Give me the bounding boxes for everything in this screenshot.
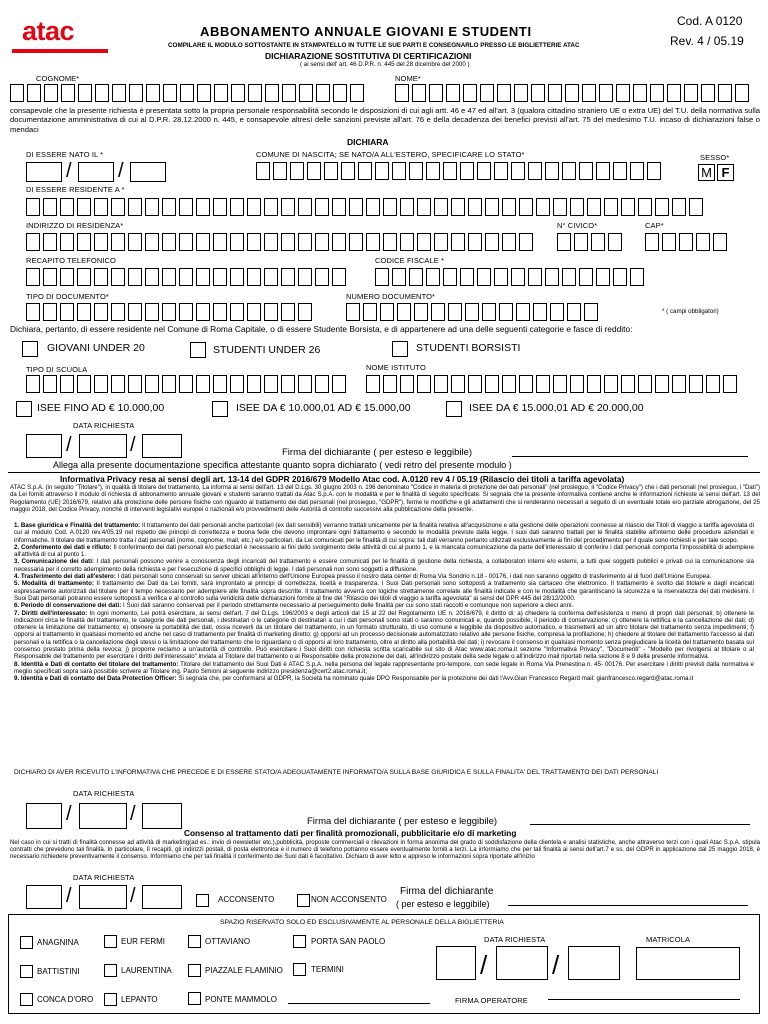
- office-eurfermi-checkbox[interactable]: [104, 935, 117, 948]
- privacy-item-9: 9. Identità e Dati di contatto del Data Protection Officer: Si segnala che, per conformarsi al GDPR, la Società ha nominato quale DPO Responsabile per la protezione dei dati l'Avv.Gian Francesco Regard mail: gianfrancesco.regard@atac.roma.it: [14, 675, 694, 683]
- address-label: INDIRIZZO DI RESIDENZA*: [26, 221, 124, 230]
- marketing-text: Nel caso in cui si tratti di finalità connesse ad attività di marketing(ad es.: invio di newsletter etc.),pubblicità, proposte commerciali e rilevazioni in forma anonima del grado di soddisfazione della clientela e analisi statistiche, anche attraverso terzi con i quali Atac S.p.A. stipula contratti che prevedono tali finalità. In particolare, Il recapiti, gli indirizzi postali, di posta elettronica e il numero di telefono potranno essere eventualmente forniti a terzi. La informiamo che per tali finalità ai sensi dell'art.7 e ss. del GDPR in applicazione dal 25 maggio 2018, è necessario richiedere preventivamente il consenso. Informiamo che per tali finalità il conferimento dei Suoi dati è facoltativo. Dichiaro di aver letto e appreso le informazioni sopra riportate all'inizio: [10, 839, 760, 861]
- residence-field[interactable]: [26, 198, 703, 216]
- cap-field[interactable]: [645, 233, 727, 251]
- office-laurentina-checkbox[interactable]: [104, 964, 117, 977]
- civic-label: N° CIVICO*: [557, 221, 598, 230]
- tax-code-label: CODICE FISCALE *: [375, 256, 445, 265]
- privacy-item-7: 7. Diritti dell'interessato: In ogni momento, Lei potrà esercitare, ai sensi dell'art. 7 del D.Lgs. 196/2003 e degli articoli dal 15 al 22 del Regolamento UE n. 2016/679, il diritto di: a) chiedere la conferma dell'esistenza o meno di propri dati personali; b) ottenere le indicazioni circa le finalità del trattamento, le categorie dei dati personali, i destinatari o le categorie di destinatari a cui i dati personali sono stati o saranno comunicati e, quando possibile, il periodo di conservazione; c) ottenere la rettifica e la cancellazione dei dati; d) ottenere la limitazione del trattamento; e) ottenere la portabilità dei dati, ossia riceverli da un titolare del trattamento, in un formato strutturato, di uso comune e leggibile da dispositivo automatico, e trasmetterli ad un altro titolare del trattamento senza impedimenti; f) opporsi al trattamento in qualsiasi momento ed anche nel caso di trattamento per finalità di marketing diretto; g) opporsi ad un processo decisionale automatizzato relativo alle persone fisiche, compresa la profilazione; h) chiedere al titolare del trattamento l'accesso ai dati personali e la rettifica o la cancellazione degli stessi o la limitazione del trattamento che lo riguardano o di opporsi al loro trattamento, oltre al diritto alla portabilità dei dati; i) revocare il consenso in qualsiasi momento senza pregiudicare la liceità del trattamento basata sul consenso prestato prima della revoca; j) proporre reclamo a un'autorità di controllo. Può esercitare i Suoi diritti con richiesta scritta scaricabile sul sito di Atac www.atac.roma.it sezione "Informativa Privacy", "Documenti" - "Modello per rivolgersi al titolare o al Responsabile del trattamento per esercitare i diritti dell'interessato" inviata al Titolare del trattamento o al Responsabile della protezione dei dati, all'indirizzo postale della sede legale o all'indirizzo mail riportati nella sezione 8 e 9 della presente informativa.: [14, 609, 754, 661]
- consent-accept-label: ACCONSENTO: [218, 895, 275, 904]
- matricola-field[interactable]: [636, 947, 740, 980]
- privacy-title: Informativa Privacy resa ai sensi degli art. 13-14 del GDPR 2016/679 Modello Atac cod. A.0120 rev 4 / 05.19 (Rilascio dei titoli a tariffa agevolata): [60, 474, 625, 484]
- sex-f-box[interactable]: [717, 164, 734, 181]
- form-instructions: COMPILARE IL MODULO SOTTOSTANTE IN STAMPATELLO IN TUTTE LE SUE PARTI E CONSEGNARLO PRESSO LE BIGLIETTERIE ATAC: [168, 42, 580, 49]
- institute-field[interactable]: [366, 375, 737, 393]
- office-eurfermi-label: EUR FERMI: [121, 937, 165, 946]
- privacy-item-3: 3. Comunicazione dei dati: I dati personali possono venire a conoscenza degli incaricati del trattamento e essere comunicati per le finalità di gestione della richiesta, a collaboratori interni e/o esterni, a tutti quei soggetti pubblici e privati cui la comunicazione sia necessaria per il corretto adempimento della richiesta e per l'esecuzione di specifici obblighi di legge. I dati personali non sono soggetti a diffusione.: [14, 558, 754, 573]
- address-field[interactable]: [26, 233, 533, 251]
- doc-type-label: TIPO DI DOCUMENTO*: [26, 292, 109, 301]
- institute-label: NOME ISTITUTO: [366, 363, 426, 372]
- isee1-label: ISEE FINO AD € 10.000,00: [37, 402, 165, 414]
- privacy-acknowledgement: DICHIARO DI AVER RICEVUTO L'INFORMATIVA CHE PRECEDE E DI ESSERE STATO/A ADEGUATAMENTE INFORMATO/A SULLA BASE GIURIDICA E SULLA FINALITA' DEL TRATTAMENTO DEI DATI PERSONALI: [14, 769, 659, 776]
- born-label: DI ESSERE NATO IL *: [26, 150, 104, 159]
- matricola-label: MATRICOLA: [646, 935, 691, 944]
- surname-label: COGNOME*: [36, 74, 80, 83]
- phone-label: RECAPITO TELEFONICO: [26, 256, 116, 265]
- privacy-item-6: 6. Periodo di conservazione dei dati: I Suoi dati saranno conservati per il periodo strettamente necessario al perseguimento delle finalità per cui sono stati raccolti e comunque non superiore a dieci anni.: [14, 602, 574, 610]
- isee2-checkbox[interactable]: [212, 401, 228, 417]
- office-date-field[interactable]: / /: [436, 946, 626, 980]
- signature-sub-3: ( per esteso e leggibile): [396, 899, 490, 909]
- phone-field[interactable]: [26, 268, 346, 286]
- sex-label: SESSO*: [700, 153, 730, 162]
- under26-label: STUDENTI UNDER 26: [213, 344, 321, 356]
- surname-field[interactable]: [10, 84, 364, 102]
- birth-date-field[interactable]: / /: [26, 162, 176, 182]
- privacy-items: [14, 522, 754, 683]
- isee1-checkbox[interactable]: [16, 401, 32, 417]
- form-title: ABBONAMENTO ANNUALE GIOVANI E STUDENTI: [200, 24, 532, 39]
- declaration-heading: DICHIARAZIONE SOSTITUTIVA DI CERTIFICAZIONI: [265, 51, 472, 61]
- signature-line-1[interactable]: [512, 456, 748, 457]
- cap-label: CAP*: [645, 221, 664, 230]
- dichiara-heading: DICHIARA: [347, 137, 389, 147]
- office-flaminio-label: PIAZZALE FLAMINIO: [205, 966, 283, 975]
- office-anagnina-checkbox[interactable]: [20, 936, 33, 949]
- office-pontemammolo-checkbox[interactable]: [188, 992, 201, 1005]
- office-laurentina-label: LAURENTINA: [121, 966, 172, 975]
- residence-declaration: Dichiara, pertanto, di essere residente nel Comune di Roma Capitale, o di essere Studente Borsista, e di appartenere ad una delle seguenti categorie e fasce di reddito:: [10, 324, 633, 334]
- office-lepanto-label: LEPANTO: [121, 995, 158, 1004]
- isee3-label: ISEE DA € 15.000,01 AD € 20.000,00: [469, 402, 644, 414]
- operator-signature-line[interactable]: [548, 999, 740, 1000]
- responsibility-statement: consapevole che la presente richiesta è presentata sotto la propria personale responsabilità secondo le disposizioni di cui agli artt. 46 e 47 ed all'art. 3 (qualora cittadino straniero UE o extra UE) del T.U. della normativa sulla documentazione amministrativa di cui al D.P.R. 28.12.2000 n. 445, e consapevole altresì delle sanzioni previste all'art. 76 e della decadenza dei benefici previsti all'art. 75 del medesimo T.U. incaso di dichiarazioni false o mendaci: [10, 106, 760, 134]
- law-reference: ( ai sensi dell' art. 46 D.P.R. n. 445 del 28 dicembre del 2000 ): [300, 61, 470, 68]
- privacy-item-8: 8. Identità e Dati di contatto del titolare del trattamento: Titolare del trattamento dei Suoi Dati è ATAC S.p.A. nella persona del legale rappresentante pro-tempore, con sede legale in Roma Via Prenestina n. 45- 00176. Per esercitare i diritti previsti dalla normativa e meglio specificati sopra sarà possibile scrivere al Titolare ing. Paolo Simioni al seguente indirizzo presidenza@cert2.atac.roma.it;: [14, 660, 754, 675]
- office-lepanto-checkbox[interactable]: [104, 993, 117, 1006]
- birthplace-field[interactable]: [256, 162, 661, 180]
- office-anagnina-label: ANAGNINA: [37, 938, 79, 947]
- isee2-label: ISEE DA € 10.000,01 AD € 15.000,00: [236, 402, 411, 414]
- office-concadoro-label: CONCA D'ORO: [37, 995, 94, 1004]
- signature-label-1: Firma del dichiarante ( per esteso e leggibile): [282, 447, 473, 458]
- office-termini-label: TERMINI: [311, 965, 344, 974]
- operator-label: FIRMA OPERATORE: [455, 996, 528, 1005]
- date-label-1: DATA RICHIESTA: [73, 421, 135, 430]
- privacy-top-rule: [8, 472, 760, 473]
- office-battistini-label: BATTISTINI: [37, 967, 80, 976]
- privacy-intro: ATAC S.p.A. (in seguito "Titolare"), in qualità di titolare del trattamento, La informa ai sensi dell'art. 13 del D.Lgs. 30 giugno 2003 n. 196 denominato "Codice in materia di protezione dei dati personali" (nel prosieguo, il "Codice Privacy") che i dati personali (nel prosieguo, i "Dati") da Lei forniti attraverso il modulo di richiesta di abbonamento annuale giovani e studenti saranno trattati da Atac S.p.A. con le modalità e per le finalità di seguito specificate. Si segnala che la presente informativa contiene anche le informazioni richieste ai sensi dell'art. 13 del Regolamento (UE) 2016/679, relativo alla protezione delle persone fisiche con riguardo al trattamento dei dati personali (nel prosieguo, "GDPR"), ferme le modifiche e gli adattamenti che si renderanno necessari a seguito di un eventuale totale e/o parziale abrogazione, del 25 maggio 2018, del Codice Privacy, nonché di interventi legislativi europei o nazionali e/o provvedimenti delle Autorità di controllo successivi alla pubblicazione della presente.: [10, 484, 760, 514]
- privacy-item-2: 2. Conferimento dei dati e rifiuto: Il conferimento dei dati personali e/o particolari è necessario ai fini dello svolgimento delle attività di cui al punto 1, e la mancata comunicazione da parte dell'interessato di conferire i dati personali comporta l'impossibilità di adempiere all'attività di cui al punto 1.: [14, 543, 754, 559]
- office-portasanpaolo-checkbox[interactable]: [293, 935, 306, 948]
- date-label-3: DATA RICHIESTA: [73, 873, 135, 882]
- under26-checkbox[interactable]: [190, 342, 206, 358]
- form-code: Cod. A 0120: [677, 14, 743, 28]
- office-concadoro-checkbox[interactable]: [20, 993, 33, 1006]
- required-note: * ( campi obbligatori): [662, 308, 719, 315]
- office-ottaviano-label: OTTAVIANO: [205, 937, 251, 946]
- office-title: SPAZIO RISERVATO SOLO ED ESCLUSIVAMENTE AL PERSONALE DELLA BIGLIETTERIA: [220, 919, 504, 926]
- name-label: NOME*: [395, 74, 421, 83]
- tax-code-field[interactable]: [375, 268, 644, 286]
- doc-type-field[interactable]: [26, 303, 312, 321]
- office-flaminio-checkbox[interactable]: [188, 964, 201, 977]
- marketing-title: Consenso al trattamento dati per finalità promozionali, pubblicitarie e/o di marketing: [184, 828, 517, 838]
- civic-field[interactable]: [557, 233, 622, 251]
- sex-m-label: M: [701, 165, 712, 180]
- school-type-field[interactable]: [26, 375, 346, 393]
- form-revision: Rev. 4 / 05.19: [670, 34, 744, 48]
- doc-number-label: NUMERO DOCUMENTO*: [346, 292, 436, 301]
- privacy-item-1: 1. Base giuridica e Finalità del trattamento: Il trattamento dei dati personali anche particolari (ex dati sensibili) verranno trattati unicamente per la finalità relativa all'acquisizione e alla gestione delle operazioni connesse al rilascio dei Titoli di viaggio a tariffa agevolata di cui al modulo Cod. A.0120 rev.4/05.19 nel rispetto dei principi di correttezza e buona fede che devono improntare ogni trattamento e secondo le modalità previste dalla legge. I suoi dati saranno trattati per le finalità stabilite all'interno delle procedure aziendali e informatiche. Il titolare del trattamento tratta i dati personali (nome, cognome, mail, etc.) e/o particolari, da Lei comunicati per le finalità di cui sopra: tali dati verranno pertanto utilizzati esclusivamente ai fini del procedimento per il quale sono richiesti e per tale scopo.: [14, 522, 754, 544]
- consent-refuse-checkbox[interactable]: [297, 894, 310, 907]
- under20-checkbox[interactable]: [22, 341, 38, 357]
- sex-f-label: F: [721, 165, 730, 180]
- request-date-field-3[interactable]: / /: [26, 885, 186, 909]
- consent-refuse-label: NON ACCONSENTO: [311, 895, 387, 904]
- borsisti-label: STUDENTI BORSISTI: [416, 342, 521, 354]
- request-date-field-1[interactable]: / /: [26, 434, 186, 458]
- signature-label-3: Firma del dichiarante: [400, 886, 494, 897]
- signature-line-3[interactable]: [508, 905, 748, 906]
- school-type-label: TIPO DI SCUOLA: [26, 365, 88, 374]
- name-field[interactable]: [395, 84, 749, 102]
- logo-underline: [12, 49, 108, 53]
- request-date-field-2[interactable]: / /: [26, 803, 186, 829]
- doc-number-field[interactable]: [346, 303, 598, 321]
- office-termini-checkbox[interactable]: [293, 963, 306, 976]
- atac-logo: atac: [22, 16, 75, 46]
- date-label-2: DATA RICHIESTA: [73, 789, 135, 798]
- office-line: [288, 1003, 430, 1004]
- resident-label: DI ESSERE RESIDENTE A *: [26, 185, 125, 194]
- under20-label: GIOVANI UNDER 20: [47, 342, 145, 354]
- privacy-item-5: 5. Modalità di trattamento: Il trattamento dei Dati da Lei forniti, sarà improntato ai principi di correttezza, liceità e trasparenza. I Suoi Dati personali sono sottoposti a trattamento sia cartaceo che elettronico. Il trattamento è svolto dal titolare e dagli incaricati espressamente autorizzati dal titolare per il tempo necessario per adempiere alle finalità sopra descritte. Il trattamento avverrà con logiche strettamente correlate alle finalità indicate e con le modalità che garantiscano la sicurezza e la riservatezza dei dati medesimi. I Suoi Dati personali potranno essere sottoposti a verifica e al controllo sulla veridicità delle dichiarazioni fornite al fine del "Rilascio dei titoli di viaggio a tariffa agevolata" ai sensi del DPR 445 del 28/12/2000.: [14, 580, 754, 602]
- office-pontemammolo-label: PONTE MAMMOLO: [205, 995, 278, 1004]
- consent-accept-checkbox[interactable]: [196, 894, 209, 907]
- sex-m-box[interactable]: [698, 164, 715, 181]
- birthplace-label: COMUNE DI NASCITA; SE NATO/A ALL'ESTERO, SPECIFICARE LO STATO*: [256, 150, 525, 159]
- signature-line-2[interactable]: [530, 824, 750, 825]
- privacy-item-4: 4. Trasferimento dei dati all'estero: I dati personali sono conservati su server ubicati all'interno dell'Unione Europea presso il nostro data center di Roma Via Sondrio n.18 - 00176, i dati non saranno oggetto di trasferimento al di fuori dell'Unione Europea.: [14, 573, 712, 581]
- signature-label-2: Firma del dichiarante ( per esteso e leggibile): [307, 816, 498, 827]
- isee3-checkbox[interactable]: [446, 401, 462, 417]
- office-ottaviano-checkbox[interactable]: [188, 935, 201, 948]
- office-date-label: DATA RICHIESTA: [484, 935, 546, 944]
- borsisti-checkbox[interactable]: [392, 341, 408, 357]
- office-portasanpaolo-label: PORTA SAN PAOLO: [311, 937, 386, 946]
- attachment-note: Allega alla presente documentazione specifica attestante quanto sopra dichiarato ( vedi retro del presente modulo ): [53, 460, 512, 470]
- office-battistini-checkbox[interactable]: [20, 965, 33, 978]
